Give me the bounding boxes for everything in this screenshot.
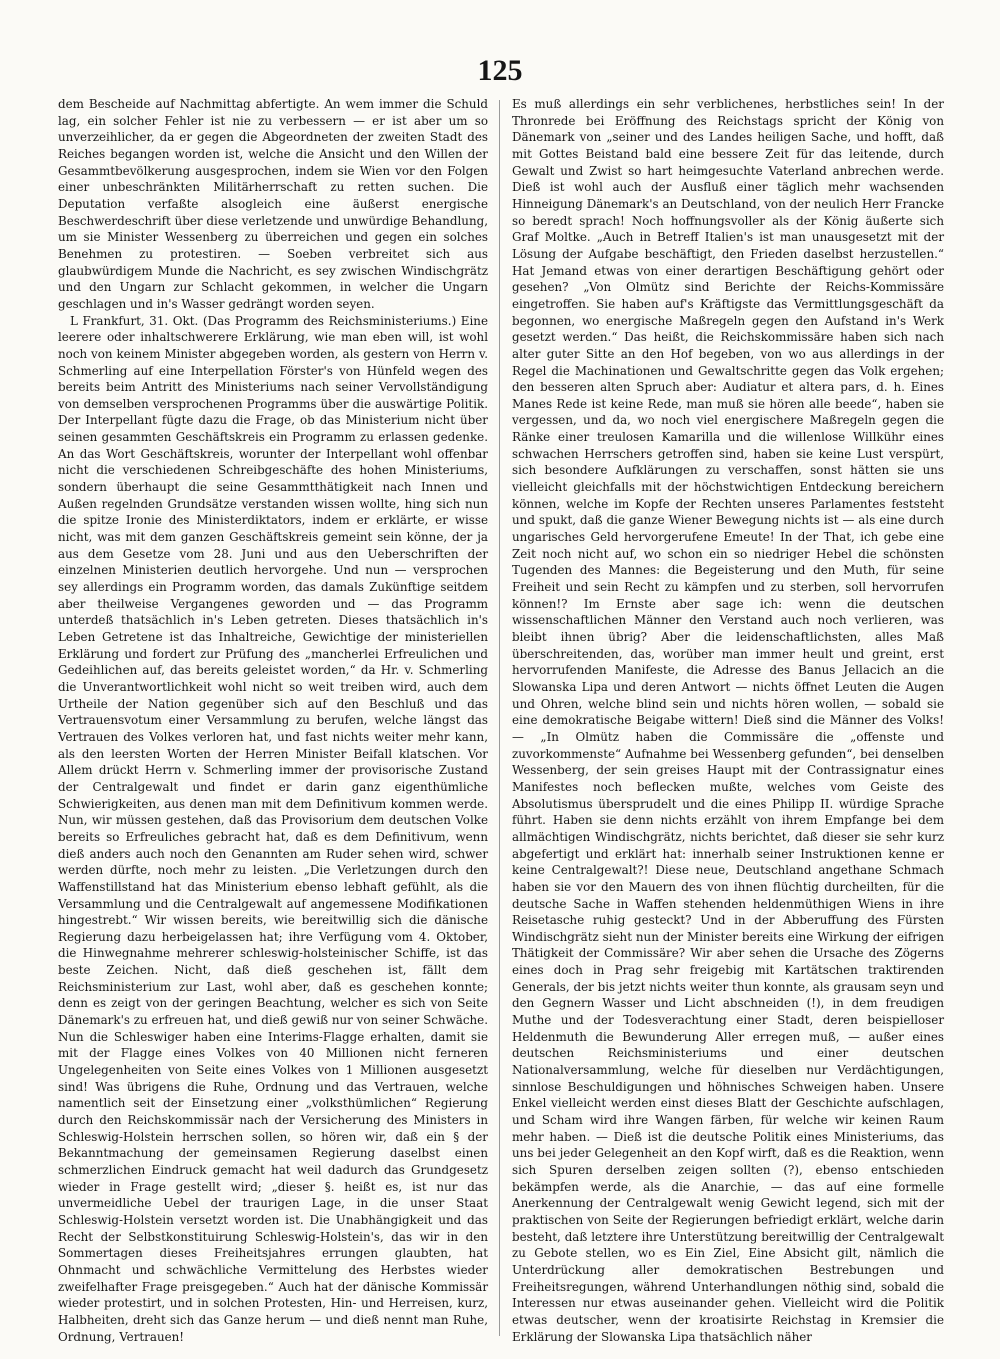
- left-column: [58, 96, 488, 1345]
- paragraph-frankfurt-report: L Frankfurt, 31. Okt. (Das Programm des Reichsministeriums.) Eine leerere oder inhaltschwerere Erklärung, wie man eben will, ist wohl noch von keinem Minister abgegeben worden, als gestern von Herrn v. Schmerling auf eine Interpellation Förster's von Hünfeld wegen des bereits beim Antritt des Ministeriums nach seiner Vervollständigung von demselben versprochenen Programms über die auswärtige Politik. Der Interpellant fügte dazu die Frage, ob das Ministerium nicht über seinen gesammten Geschäftskreis ein Programm zu erlassen gedenke. An das Wort Geschäftskreis, worunter der Interpellant wohl offenbar nicht die verschiedenen Schreibgeschäfte des hohen Ministeriums, sondern überhaupt die seine Gesammtthätigkeit nach Innen und Außen regelnden Grundsätze verstanden wissen wollte, hing sich nun die spitze Ironie des Ministerdiktators, indem er erklärte, er wisse nicht, was mit dem ganzen Geschäftskreis gemeint sein könne, der ja aus dem Gesetze vom 28. Juni und aus den Ueberschriften der einzelnen Ministerien deutlich hervorgehe. Und nun — versprochen sey allerdings ein Programm worden, das damals Zukünftige seitdem aber theilweise Vergangenes geworden und — das Programm unterdeß thatsächlich in's Leben getreten. Dieses thatsächlich in's Leben Getretene ist das Inhaltreiche, Gewichtige der ministeriellen Erklärung und fordert zur Prüfung des „mancherlei Erfreulichen und Gedeihlichen auf, das bereits geleistet worden,“ da Hr. v. Schmerling die Unverantwortlichkeit wohl nicht so weit treiben wird, auch dem Urtheile der Nation gegenüber sich auf den Beschluß und das Vertrauensvotum einer Versammlung zu berufen, welche längst das Vertrauen des Volkes verloren hat, und fast nichts weiter mehr kann, als den leersten Worten der Herren Minister Beifall klatschen. Vor Allem drückt Herrn v. Schmerling immer der provisorische Zustand der Centralgewalt und findet er darin ganz eigenthümliche Schwierigkeiten, aus denen man mit dem Definitivum kommen werde. Nun, wir müssen gestehen, daß das Provisorium dem deutschen Volke bereits so Erfreuliches gebracht hat, daß es dem Definitivum, wenn dieß anders auch noch den Genannten am Ruder sehen wird, schwer werden dürfte, noch mehr zu leisten. „Die Verletzungen durch den Waffenstillstand hat das Ministerium ebenso lebhaft gefühlt, als die Versammlung und die Centralgewalt auf angemessene Modifikationen hingestrebt.“ Wir wissen bereits, wie bereitwillig sich die dänische Regierung dazu herbeigelassen hat; ihre Verfügung vom 4. Oktober, die Hinwegnahme mehrerer schleswig-holsteinischer Schiffe, ist das beste Zeichen. Nicht, daß dieß geschehen ist, fällt dem Reichsministerium zur Last, wohl aber, daß es geschehen konnte; denn es zeigt von der geringen Beachtung, welcher es sich von Seite Dänemark's zu erfreuen hat, und dieß gewiß nur von seiner Schwäche. Nun die Schleswiger haben eine Interims-Flagge erhalten, damit sie mit der Flagge eines Volkes von 40 Millionen nicht ferneren Ungelegenheiten von Seite eines Volkes von 1 Millionen ausgesetzt sind! Was übrigens die Ruhe, Ordnung und das Vertrauen, welche namentlich seit der Einsetzung einer „volksthümlichen“ Regierung durch den Reichskommissär nach der Versicherung des Ministers in Schleswig-Holstein herrschen sollen, so hören wir, daß ein § der Bekanntmachung der gemeinsamen Regierung daselbst einen schmerzlichen Eindruck gemacht hat weil dadurch das Grundgesetz wieder in Frage gestellt wird; „dieser §. heißt es, ist nur das unvermeidliche Uebel der traurigen Lage, in die unser Staat Schleswig-Holstein versetzt worden ist. Die Unabhängigkeit und das Recht der Selbstkonstituirung Schleswig-Holstein's, das wir in den Sommertagen dieses Freiheitsjahres errungen glaubten, hat Ohnmacht und schwächliche Vermittelung des Herbstes wieder zweifelhafter Frage preisgegeben.“ Auch hat der dänische Kommissär wieder protestirt, und in solchen Protesten, Hin- und Herreisen, kurz, Halbheiten, dreht sich das Ganze herum — und dieß nennt man Ruhe, Ordnung, Vertrauen!: [58, 313, 488, 1344]
- column-divider: [499, 100, 500, 1336]
- right-column: [512, 96, 944, 1345]
- paragraph-right-column: Es muß allerdings ein sehr verblichenes, herbstliches sein! In der Thronrede bei Eröffnung des Reichstags spricht der König von Dänemark von „seiner und des Landes heiligen Sache, und hofft, daß mit Gottes Beistand bald eine bessere Zeit für das leitende, durch Gewalt und Zwist so hart heimgesuchte Vaterland anbrechen werde. Dieß ist wohl auch der Ausfluß einer täglich mehr wachsenden Hinneigung Dänemark's an Deutschland, von der neulich Herr Francke so beredt sprach! Noch hoffnungsvoller als der König äußerte sich Graf Moltke. „Auch in Betreff Italien's ist man unausgesetzt mit der Lösung der Aufgabe beschäftigt, den Frieden daselbst herzustellen.“ Hat Jemand etwas von einer derartigen Beschäftigung gehört oder gesehen? „Von Olmütz sind Berichte der Reichs-Kommissäre eingetroffen. Sie haben auf's Kräftigste das Vermittlungsgeschäft da begonnen, wo energische Maßregeln gegen den Aufstand in's Werk gesetzt werden.“ Das heißt, die Reichskommissäre haben sich nach alter guter Sitte an den Hof begeben, von wo aus allerdings in der Regel die Machinationen und Gewaltschritte gegen das Volk ergehen; den besseren alten Spruch aber: Audiatur et altera pars, d. h. Eines Manes Rede ist keine Rede, man muß sie hören alle beede“, haben sie vergessen, und da, wo noch viel energischere Maßregeln gegen die Ränke einer treulosen Kamarilla und die willenlose Willkühr eines schwachen Herrschers getroffen sind, haben sie keine Lust verspürt, sich besondere Aufklärungen zu verschaffen, sonst hätten sie uns vielleicht gleichfalls mit der höchstwichtigen Entdeckung bereichern können, welche im Kopfe der Rechten unseres Parlamentes feststeht und spukt, daß die ganze Wiener Bewegung nichts ist — als eine durch ungarisches Geld hervorgerufene Emeute! In der That, ich gebe eine Zeit noch nicht auf, wo schon ein so niedriger Hebel die schönsten Tugenden des Mannes: die Begeisterung und den Muth, für seine Freiheit und sein Recht zu kämpfen und zu sterben, soll hervorrufen können!? Im Ernste aber sage ich: wenn die deutschen wissenschaftlichen Männer den Verstand auch noch verlieren, was bleibt ihnen übrig? Aber die leidenschaftlichsten, alles Maß überschreitenden, das, worüber man immer heult und greint, erst hervorrufenden Manifeste, die Adresse des Banus Jellacich an die Slowanska Lipa und deren Antwort — nichts öffnet Leuten die Augen und Ohren, welche blind sein und nichts hören wollen, — sobald sie eine demokratische Beigabe wittern! Dieß sind die Männer des Volks! — „In Olmütz haben die Commissäre die „offenste und zuvorkommenste“ Aufnahme bei Wessenberg gefunden“, bei denselben Wessenberg, der sein greises Haupt mit der Contrassignatur eines Manifestes noch beflecken mußte, welches vom Geiste des Absolutismus übersprudelt und die eines Philipp II. würdige Sprache führt. Haben sie denn nichts erzählt von ihrem Empfange bei dem allmächtigen Windischgrätz, nichts berichtet, daß dieser sie sehr kurz abgefertigt und erklärt hat: innerhalb seiner Instruktionen kenne er keine Centralgewalt?! Diese neue, Deutschland angethane Schmach haben sie vor den Mauern des von ihnen flüchtig durcheilten, für die deutsche Sache in Waffen stehenden heldenmüthigen Wiens in ihre Reisetasche ruhig gesteckt? Und in der Abberuffung des Fürsten Windischgrätz sieht nun der Minister bereits eine Wirkung der eifrigen Thätigkeit der Commissäre? Wir aber sehen die Ursache des Zögerns eines doch in Prag sehr freigebig mit Kartätschen traktirenden Generals, der bis jetzt nichts weiter thun konnte, als grausam seyn und den Gegnern Wasser und Licht abschneiden (!), in dem freudigen Muthe und der Todesverachtung einer Stadt, deren beispielloser Heldenmuth die Bewunderung Aller erregen muß, — außer eines deutschen Reichsministeriums und einer deutschen Nationalversammlung, welche für dieselben nur Verdächtigungen, sinnlose Beschuldigungen und höhnisches Schweigen haben. Unsere Enkel vielleicht werden einst dieses Blatt der Geschichte aufschlagen, und Scham wird ihre Wangen färben, für welche wir keinen Raum mehr haben. — Dieß ist die deutsche Politik eines Ministeriums, das uns bei jeder Gelegenheit an den Kopf wirft, daß es die Reaktion, wenn sich Spuren derselben zeigen sollten (?), ebenso entschieden bekämpfen werde, als die Anarchie, — das auf eine formelle Anerkennung der Centralgewalt wenig Gewicht legend, sich mit der praktischen von Seite der Regierungen befriedigt erklärt, welche darin besteht, daß letztere ihre Unterstützung bereitwillig der Centralgewalt zu Gebote stellen, wo es Ein Ziel, Eine Absicht gilt, nämlich die Unterdrückung aller demokratischen Bestrebungen und Freiheitsregungen, während Unterhandlungen nöthig sind, sobald die Interessen nur etwas auseinander gehen. Vielleicht wird die Politik etwas deutscher, wenn der kroatisirte Reichstag in Kremsier die Erklärung der Slowanska Lipa thatsächlich näher: [512, 97, 944, 1344]
- paragraph-continuation: dem Bescheide auf Nachmittag abfertigte. An wem immer die Schuld lag, ein solcher Fehler ist nie zu verbessern — er ist aber um so unverzeihlicher, da er gegen die Abgeordneten der zweiten Stadt des Reiches begangen worden ist, welche die Ansicht und den Willen der Gesammtbevölkerung ausgesprochen, indem sie Wien vor den Folgen einer unbeschränkten Militärherrschaft zu retten suchen. Die Deputation verfaßte alsogleich eine äußerst energische Beschwerdeschrift über diese verletzende und unwürdige Behandlung, um sie Minister Wessenberg zu überreichen und gegen ein solches Benehmen zu protestiren. — Soeben verbreitet sich aus glaubwürdigem Munde die Nachricht, es sey zwischen Windischgrätz und den Ungarn zur Schlacht gekommen, in welcher die Ungarn geschlagen und in's Wasser gedrängt worden seyen.: [58, 97, 488, 311]
- page-number: 125: [477, 54, 523, 87]
